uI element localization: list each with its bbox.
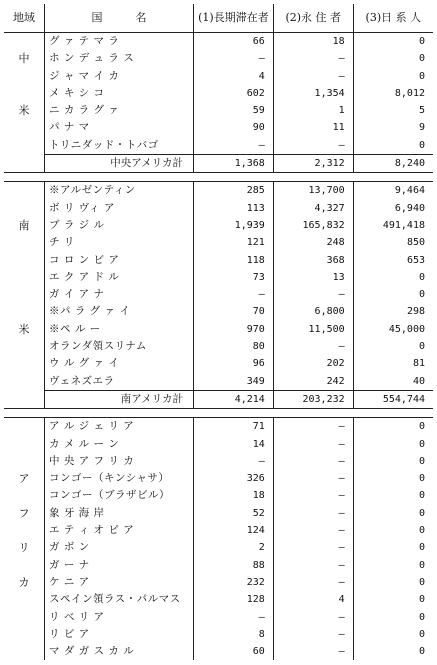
nikkei-value: 9,464	[394, 185, 425, 197]
total-nikkei: 554,744	[353, 390, 433, 408]
permanent-value: —	[273, 522, 353, 539]
table-row	[4, 119, 433, 136]
table-row	[4, 269, 433, 286]
nikkei-value: 40	[412, 375, 425, 387]
separator-cell	[4, 409, 45, 418]
permanent-value: —	[273, 453, 353, 470]
nikkei-value: 0	[418, 341, 425, 353]
permanent-value: 368	[273, 252, 353, 269]
long-stay-value: 96	[194, 355, 274, 372]
header-row	[4, 4, 433, 33]
nikkei-value: 0	[418, 646, 425, 658]
country-name: ボ リ ヴィ ア	[45, 200, 194, 217]
table-row	[4, 505, 433, 522]
table-row	[4, 137, 433, 155]
table-row	[4, 643, 433, 660]
region-cell: 南	[4, 217, 45, 234]
table-row	[4, 200, 433, 217]
table-row	[4, 303, 433, 320]
permanent-value: 13	[273, 269, 353, 286]
permanent-value: —	[273, 286, 353, 303]
permanent-value: 4,327	[273, 200, 353, 217]
country-name: コ ロ ン ビ ア	[45, 252, 194, 269]
region-cell	[4, 436, 45, 453]
long-stay-value: 121	[194, 234, 274, 251]
permanent-value: 248	[273, 234, 353, 251]
country-name: ※パ ラ グ ァ イ	[45, 303, 194, 320]
long-stay-value: 285	[194, 182, 274, 200]
region-cell	[4, 33, 45, 51]
country-name: リ ビ ア	[45, 626, 194, 643]
region-cell	[4, 155, 45, 173]
country-name: オランダ領スリナム	[45, 338, 194, 355]
long-stay-value: 1,939	[194, 217, 274, 234]
long-stay-value: 124	[194, 522, 274, 539]
table-row	[4, 557, 433, 574]
nikkei-value: 298	[406, 306, 425, 318]
country-name: ウ ル グ ァ イ	[45, 355, 194, 372]
region-cell: フ	[4, 505, 45, 522]
nikkei-value: 653	[406, 254, 425, 266]
country-name: ケ ニ ア	[45, 574, 194, 591]
nikkei-value: 6,940	[394, 202, 425, 214]
total-permanent: 203,232	[273, 390, 353, 408]
permanent-value: —	[273, 609, 353, 626]
long-stay-value: 52	[194, 505, 274, 522]
nikkei-value: 0	[418, 289, 425, 301]
long-stay-value: 970	[194, 321, 274, 338]
nikkei-value: 8,012	[394, 87, 425, 99]
header-long-stay: (1)長期滞在者	[194, 4, 274, 33]
long-stay-value: 90	[194, 119, 274, 136]
region-cell: リ	[4, 539, 45, 556]
nikkei-value: 0	[418, 542, 425, 554]
nikkei-value: 0	[418, 455, 425, 467]
section-separator	[4, 173, 433, 182]
table-row	[4, 355, 433, 372]
table-row	[4, 50, 433, 67]
table-row	[4, 453, 433, 470]
region-cell	[4, 609, 45, 626]
long-stay-value: 73	[194, 269, 274, 286]
country-name: ニ カ ラ グ ァ	[45, 102, 194, 119]
country-name: ア ル ジ ェ リ ア	[45, 418, 194, 436]
table-row	[4, 338, 433, 355]
table-row	[4, 609, 433, 626]
permanent-value: 1	[273, 102, 353, 119]
table-row	[4, 85, 433, 102]
nikkei-value: 491,418	[382, 219, 425, 231]
permanent-value: —	[273, 539, 353, 556]
long-stay-value: —	[194, 453, 274, 470]
country-name: ブ ラ ジ ル	[45, 217, 194, 234]
permanent-value: —	[273, 50, 353, 67]
long-stay-value: 18	[194, 487, 274, 504]
long-stay-value: —	[194, 609, 274, 626]
region-cell	[4, 453, 45, 470]
table-row	[4, 321, 433, 338]
country-name: トリニダッド・トバゴ	[45, 137, 194, 155]
long-stay-value: 232	[194, 574, 274, 591]
country-name: エ ク ア ド ル	[45, 269, 194, 286]
country-name: ガ イ ア ナ	[45, 286, 194, 303]
header-region: 地域	[4, 4, 45, 33]
country-name: メ キ シ コ	[45, 85, 194, 102]
permanent-value: —	[273, 643, 353, 660]
region-cell	[4, 626, 45, 643]
table-body	[4, 33, 433, 661]
separator-cell	[273, 173, 353, 182]
country-name: チ リ	[45, 234, 194, 251]
table-row	[4, 436, 433, 453]
country-name: カ メ ル ー ン	[45, 436, 194, 453]
nikkei-value: 0	[418, 576, 425, 588]
table-row	[4, 470, 433, 487]
nikkei-value: 0	[418, 507, 425, 519]
country-name: ヴェネズエラ	[45, 373, 194, 391]
region-cell	[4, 269, 45, 286]
long-stay-value: —	[194, 286, 274, 303]
country-name: コンゴー（キンシャサ）	[45, 470, 194, 487]
table-row	[4, 33, 433, 51]
nikkei-value: 81	[412, 358, 425, 370]
region-cell	[4, 252, 45, 269]
permanent-value: 242	[273, 373, 353, 391]
total-row	[4, 155, 433, 173]
region-cell	[4, 557, 45, 574]
long-stay-value: 118	[194, 252, 274, 269]
region-cell	[4, 338, 45, 355]
country-name: ※ペ ル ー	[45, 321, 194, 338]
nikkei-value: 0	[418, 525, 425, 537]
region-cell	[4, 68, 45, 85]
long-stay-value: 70	[194, 303, 274, 320]
nikkei-value: 45,000	[388, 323, 425, 335]
nikkei-value: 0	[418, 594, 425, 606]
table-row	[4, 418, 433, 436]
permanent-value: —	[273, 436, 353, 453]
long-stay-value: 128	[194, 591, 274, 608]
section-separator	[4, 409, 433, 418]
country-name: スペイン領ラス・パルマス	[45, 591, 194, 608]
permanent-value: —	[273, 505, 353, 522]
long-stay-value: 326	[194, 470, 274, 487]
permanent-value: 6,800	[273, 303, 353, 320]
country-name: 中 央 ア フ リ カ	[45, 453, 194, 470]
table-row	[4, 252, 433, 269]
separator-cell	[45, 173, 194, 182]
nikkei-value: 5	[418, 105, 425, 117]
table-row	[4, 182, 433, 200]
table-row	[4, 286, 433, 303]
long-stay-value: 71	[194, 418, 274, 436]
table-row	[4, 102, 433, 119]
nikkei-value: 0	[418, 139, 425, 151]
long-stay-value: 349	[194, 373, 274, 391]
permanent-value: —	[273, 470, 353, 487]
nikkei-value: 0	[418, 438, 425, 450]
region-cell: 中	[4, 50, 45, 67]
nikkei-value: 0	[418, 611, 425, 623]
table-row	[4, 68, 433, 85]
permanent-value: —	[273, 338, 353, 355]
country-name: パ ナ マ	[45, 119, 194, 136]
region-cell	[4, 591, 45, 608]
region-cell	[4, 137, 45, 155]
table-row	[4, 217, 433, 234]
separator-cell	[4, 173, 45, 182]
region-cell: 米	[4, 321, 45, 338]
separator-cell	[273, 409, 353, 418]
table-row	[4, 373, 433, 391]
country-name: グ ァ テ マ ラ	[45, 33, 194, 51]
table-row	[4, 522, 433, 539]
nikkei-value: 0	[418, 473, 425, 485]
region-cell	[4, 85, 45, 102]
long-stay-value: 4	[194, 68, 274, 85]
separator-cell	[353, 409, 433, 418]
permanent-value: —	[273, 487, 353, 504]
region-cell: カ	[4, 574, 45, 591]
table-row	[4, 487, 433, 504]
header-country: 国 名	[45, 4, 194, 33]
table-row	[4, 574, 433, 591]
total-nikkei: 8,240	[353, 155, 433, 173]
long-stay-value: 14	[194, 436, 274, 453]
permanent-value: —	[273, 68, 353, 85]
long-stay-value: 60	[194, 643, 274, 660]
region-cell	[4, 487, 45, 504]
long-stay-value: —	[194, 137, 274, 155]
region-cell	[4, 286, 45, 303]
long-stay-value: 8	[194, 626, 274, 643]
total-long-stay: 4,214	[194, 390, 274, 408]
region-cell	[4, 355, 45, 372]
permanent-value: 202	[273, 355, 353, 372]
region-cell	[4, 373, 45, 391]
nikkei-value: 0	[418, 628, 425, 640]
country-name: ガ ボ ン	[45, 539, 194, 556]
country-name: リ ベ リ ア	[45, 609, 194, 626]
country-name: 象 牙 海 岸	[45, 505, 194, 522]
country-name: マ ダ ガ ス カ ル	[45, 643, 194, 660]
long-stay-value: —	[194, 50, 274, 67]
statistics-table	[4, 4, 433, 660]
region-cell	[4, 418, 45, 436]
region-cell	[4, 200, 45, 217]
permanent-value: —	[273, 557, 353, 574]
country-name: ガ ー ナ	[45, 557, 194, 574]
table-row	[4, 591, 433, 608]
permanent-value: 165,832	[273, 217, 353, 234]
header-permanent: (2)永 住 者	[273, 4, 353, 33]
nikkei-value: 0	[418, 490, 425, 502]
permanent-value: 4	[273, 591, 353, 608]
total-long-stay: 1,368	[194, 155, 274, 173]
permanent-value: 11,500	[273, 321, 353, 338]
long-stay-value: 80	[194, 338, 274, 355]
permanent-value: —	[273, 574, 353, 591]
country-name: エ テ ィ オ ピ ア	[45, 522, 194, 539]
long-stay-value: 59	[194, 102, 274, 119]
long-stay-value: 113	[194, 200, 274, 217]
table-row	[4, 234, 433, 251]
total-row	[4, 390, 433, 408]
permanent-value: 11	[273, 119, 353, 136]
region-cell	[4, 182, 45, 200]
permanent-value: —	[273, 418, 353, 436]
table-row	[4, 539, 433, 556]
permanent-value: —	[273, 626, 353, 643]
nikkei-value: 850	[406, 237, 425, 249]
separator-cell	[45, 409, 194, 418]
long-stay-value: 2	[194, 539, 274, 556]
region-cell	[4, 234, 45, 251]
nikkei-value: 0	[418, 70, 425, 82]
permanent-value: 1,354	[273, 85, 353, 102]
region-cell: ア	[4, 470, 45, 487]
nikkei-value: 9	[418, 122, 425, 134]
long-stay-value: 602	[194, 85, 274, 102]
region-cell	[4, 303, 45, 320]
header-nikkei: (3)日 系 人	[353, 4, 433, 33]
total-label: 南アメリカ計	[45, 390, 194, 408]
region-cell	[4, 390, 45, 408]
total-permanent: 2,312	[273, 155, 353, 173]
separator-cell	[194, 173, 274, 182]
permanent-value: 18	[273, 33, 353, 51]
country-name: コンゴー（ブラザビル）	[45, 487, 194, 504]
separator-cell	[353, 173, 433, 182]
region-cell: 米	[4, 102, 45, 119]
permanent-value: 13,700	[273, 182, 353, 200]
region-cell	[4, 522, 45, 539]
nikkei-value: 0	[418, 421, 425, 433]
table-row	[4, 626, 433, 643]
long-stay-value: 66	[194, 33, 274, 51]
region-cell	[4, 643, 45, 660]
separator-cell	[194, 409, 274, 418]
permanent-value: —	[273, 137, 353, 155]
total-label: 中央アメリカ計	[45, 155, 194, 173]
country-name: ホ ン デ ュ ラ ス	[45, 50, 194, 67]
nikkei-value: 0	[418, 271, 425, 283]
country-name: ※アルゼンティン	[45, 182, 194, 200]
nikkei-value: 0	[418, 36, 425, 47]
nikkei-value: 0	[418, 53, 425, 65]
region-cell	[4, 119, 45, 136]
country-name: ジ ャ マ イ カ	[45, 68, 194, 85]
nikkei-value: 0	[418, 559, 425, 571]
long-stay-value: 88	[194, 557, 274, 574]
